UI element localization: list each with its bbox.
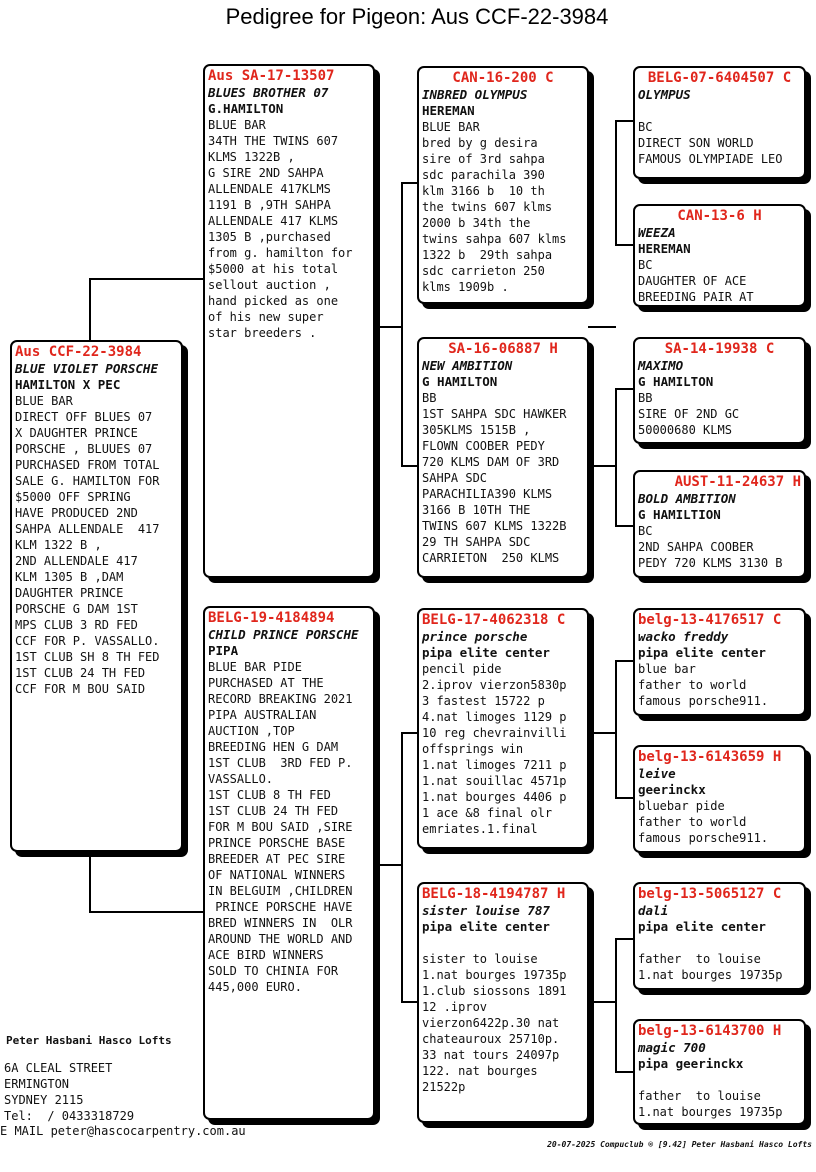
gen3-ring: BELG-07-6404507 C: [647, 70, 792, 86]
connector-line: [588, 326, 616, 328]
gen3-card[interactable]: [633, 204, 806, 307]
connector-line: [401, 182, 403, 466]
dam-sire-description: pencil pide 2.iprov vierzon5830p 3 fastest 15722 p 4.nat limoges 1129 p 10 reg chevrainvilli offsprings win 1.nat limoges 7211 p 1.nat souillac 4571p 1.nat bourges 4406 p 1 ace &8 final olr emriates.1.final: [422, 662, 567, 836]
dam-dam-description: sister to louise 1.nat bourges 19735p 1.club siossons 1891 12 .iprov vierzon6422p.30 nat chateauroux 25710p. 33 nat tours 24097p 122. nat bourges 21522p: [422, 952, 567, 1094]
gen3-breeder: pipa geerinckx: [638, 1056, 744, 1071]
dam-ring: BELG-19-4184894: [208, 610, 335, 626]
connector-line: [615, 938, 617, 1072]
gen3-description: blue bar father to world famous porsche911.: [638, 662, 769, 708]
connector-line: [89, 278, 91, 342]
gen3-name: OLYMPUS: [638, 87, 691, 102]
gen3-card[interactable]: [633, 1019, 806, 1125]
connector-line: [615, 525, 635, 527]
connector-line: [401, 465, 418, 467]
gen3-description: bluebar pide father to world famous porsche911.: [638, 799, 769, 845]
gen3-card[interactable]: [633, 608, 806, 716]
connector-line: [615, 660, 617, 798]
sire-breeder: G.HAMILTON: [208, 101, 284, 116]
dam-dam-breeder: pipa elite center: [422, 919, 550, 934]
sire-sire-breeder: HEREMAN: [422, 103, 475, 118]
gen3-name: leive: [638, 766, 676, 781]
connector-line: [588, 1001, 616, 1003]
owner-email: E MAIL peter@hascocarpentry.com.au: [0, 1124, 246, 1138]
gen3-name: WEEZA: [638, 225, 676, 240]
connector-line: [89, 911, 205, 913]
gen3-description: BC DIRECT SON WORLD FAMOUS OLYMPIADE LEO: [638, 120, 783, 166]
gen3-ring: belg-13-5065127 C: [638, 886, 782, 902]
sire-description: BLUE BAR 34TH THE TWINS 607 KLMS 1322B , G SIRE 2ND SAHPA ALLENDALE 417KLMS 1191 B ,9TH SAHPA ALLENDALE 417 KLMS 1305 B ,purchased from g. hamilton for $5000 at his total sellout auction , hand picked as one of his new super star breeders .: [208, 118, 353, 340]
gen3-card[interactable]: [633, 337, 806, 444]
gen3-breeder: G HAMILTON: [638, 374, 714, 389]
gen3-ring: AUST-11-24637 H: [674, 474, 801, 490]
gen3-ring: SA-14-19938 C: [664, 341, 775, 357]
footer-info: 20-07-2025 Compuclub ® [9.42] Peter Hasbani Hasco Lofts: [547, 1140, 812, 1149]
sire-dam-description: BB 1ST SAHPA SDC HAWKER 305KLMS 1515B , FLOWN COOBER PEDY 720 KLMS DAM OF 3RD SAHPA SDC PARACHILIA390 KLMS 3166 B 10TH THE TWINS 607 KLMS 1322B 29 TH SAHPA SDC CARRIETON 250 KLMS: [422, 391, 567, 565]
gen3-card[interactable]: [633, 745, 806, 853]
subject-ring: Aus CCF-22-3984: [15, 344, 142, 360]
gen3-ring: belg-13-6143659 H: [638, 749, 782, 765]
connector-line: [89, 278, 205, 280]
dam-sire-breeder: pipa elite center: [422, 645, 550, 660]
sire-sire-description: BLUE BAR bred by g desira sire of 3rd sahpa sdc parachila 390 klm 3166 b 10 th the twins 607 klms 2000 b 34th the twins sahpa 607 klms 1322 b 29th sahpa sdc carrieton 250 klms 1909b .: [422, 120, 567, 294]
connector-line: [401, 732, 418, 734]
connector-line: [615, 120, 617, 245]
gen3-name: dali: [638, 903, 669, 918]
sire-dam-card[interactable]: [417, 337, 589, 578]
gen3-description: father to louise 1.nat bourges 19735p: [638, 952, 783, 982]
gen3-card[interactable]: [633, 882, 806, 990]
connector-line: [615, 120, 635, 122]
sire-card[interactable]: [203, 64, 375, 578]
sire-sire-name: INBRED OLYMPUS: [422, 87, 528, 102]
subject-name: BLUE VIOLET PORSCHE: [15, 361, 158, 376]
dam-dam-ring: BELG-18-4194787 H: [422, 886, 566, 902]
connector-line: [588, 732, 616, 734]
gen3-description: BC 2ND SAHPA COOBER PEDY 720 KLMS 3130 B: [638, 524, 783, 570]
gen3-breeder: geerinckx: [638, 782, 706, 797]
connector-line: [89, 854, 91, 912]
subject-breeder: HAMILTON X PEC: [15, 377, 121, 392]
sire-dam-breeder: G HAMILTON: [422, 374, 498, 389]
dam-dam-card[interactable]: [417, 882, 589, 1123]
connector-line: [615, 1071, 635, 1073]
subject-card[interactable]: [10, 340, 183, 852]
gen3-ring: CAN-13-6 H: [677, 208, 762, 224]
owner-name: Peter Hasbani Hasco Lofts: [6, 1034, 172, 1047]
sire-ring: Aus SA-17-13507: [208, 68, 335, 84]
dam-sire-card[interactable]: [417, 608, 589, 849]
gen3-breeder: pipa elite center: [638, 645, 766, 660]
gen3-breeder: HEREMAN: [638, 241, 691, 256]
connector-line: [374, 326, 402, 328]
connector-line: [615, 388, 617, 526]
gen3-name: wacko freddy: [638, 629, 729, 644]
dam-sire-ring: BELG-17-4062318 C: [422, 612, 566, 628]
gen3-description: BB SIRE OF 2ND GC 50000680 KLMS: [638, 391, 740, 437]
connector-line: [374, 864, 402, 866]
dam-card[interactable]: [203, 606, 375, 1120]
connector-line: [615, 660, 635, 662]
sire-sire-ring: CAN-16-200 C: [452, 70, 554, 86]
dam-dam-name: sister louise 787: [422, 903, 550, 918]
connector-line: [401, 182, 418, 184]
gen3-card[interactable]: [633, 470, 806, 578]
connector-line: [401, 1001, 418, 1003]
dam-description: BLUE BAR PIDE PURCHASED AT THE RECORD BREAKING 2021 PIPA AUSTRALIAN AUCTION ,TOP BREEDING HEN G DAM 1ST CLUB 3RD FED P. VASSALLO. 1ST CLUB 8 TH FED 1ST CLUB 24 TH FED FOR M BOU SAID ,SIRE PRINCE PORSCHE BASE BREEDER AT PEC SIRE OF NATIONAL WINNERS IN BELGUIM ,CHILDREN PRINCE PORSCHE HAVE BRED WINNERS IN OLR AROUND THE WORLD AND ACE BIRD WINNERS SOLD TO CHINIA FOR 445,000 EURO.: [208, 660, 353, 994]
dam-name: CHILD PRINCE PORSCHE: [208, 627, 359, 642]
sire-dam-name: NEW AMBITION: [422, 358, 513, 373]
gen3-description: BC DAUGHTER OF ACE BREEDING PAIR AT: [638, 258, 754, 304]
sire-sire-card[interactable]: [417, 66, 589, 304]
gen3-description: father to louise 1.nat bourges 19735p: [638, 1089, 783, 1119]
connector-line: [615, 388, 635, 390]
gen3-name: MAXIMO: [638, 358, 684, 373]
connector-line: [401, 732, 403, 1002]
gen3-ring: belg-13-6143700 H: [638, 1023, 782, 1039]
gen3-ring: belg-13-4176517 C: [638, 612, 782, 628]
gen3-breeder: pipa elite center: [638, 919, 766, 934]
gen3-breeder: G HAMILTION: [638, 507, 721, 522]
page-title: Pedigree for Pigeon: Aus CCF-22-3984: [225, 4, 609, 29]
connector-line: [615, 244, 635, 246]
sire-dam-ring: SA-16-06887 H: [448, 341, 558, 357]
gen3-card[interactable]: [633, 66, 806, 179]
gen3-name: magic 700: [638, 1040, 706, 1055]
dam-sire-name: prince porsche: [422, 629, 528, 644]
connector-line: [615, 797, 635, 799]
subject-description: BLUE BAR DIRECT OFF BLUES 07 X DAUGHTER PRINCE PORSCHE , BLUUES 07 PURCHASED FROM TOTAL SALE G. HAMILTON FOR $5000 OFF SPRING HAVE PRODUCED 2ND SAHPA ALLENDALE 417 KLM 1322 B , 2ND ALLENDALE 417 KLM 1305 B ,DAM DAUGHTER PRINCE PORSCHE G DAM 1ST MPS CLUB 3 RD FED CCF FOR P. VASSALLO. 1ST CLUB SH 8 TH FED 1ST CLUB 24 TH FED CCF FOR M BOU SAID: [15, 394, 160, 696]
connector-line: [615, 938, 635, 940]
dam-breeder: PIPA: [208, 643, 239, 658]
owner-address: 6A CLEAL STREET ERMINGTON SYDNEY 2115 Tel: / 0433318729: [4, 1061, 135, 1123]
connector-line: [588, 465, 616, 467]
gen3-name: BOLD AMBITION: [638, 491, 736, 506]
sire-name: BLUES BROTHER 07: [208, 85, 329, 100]
